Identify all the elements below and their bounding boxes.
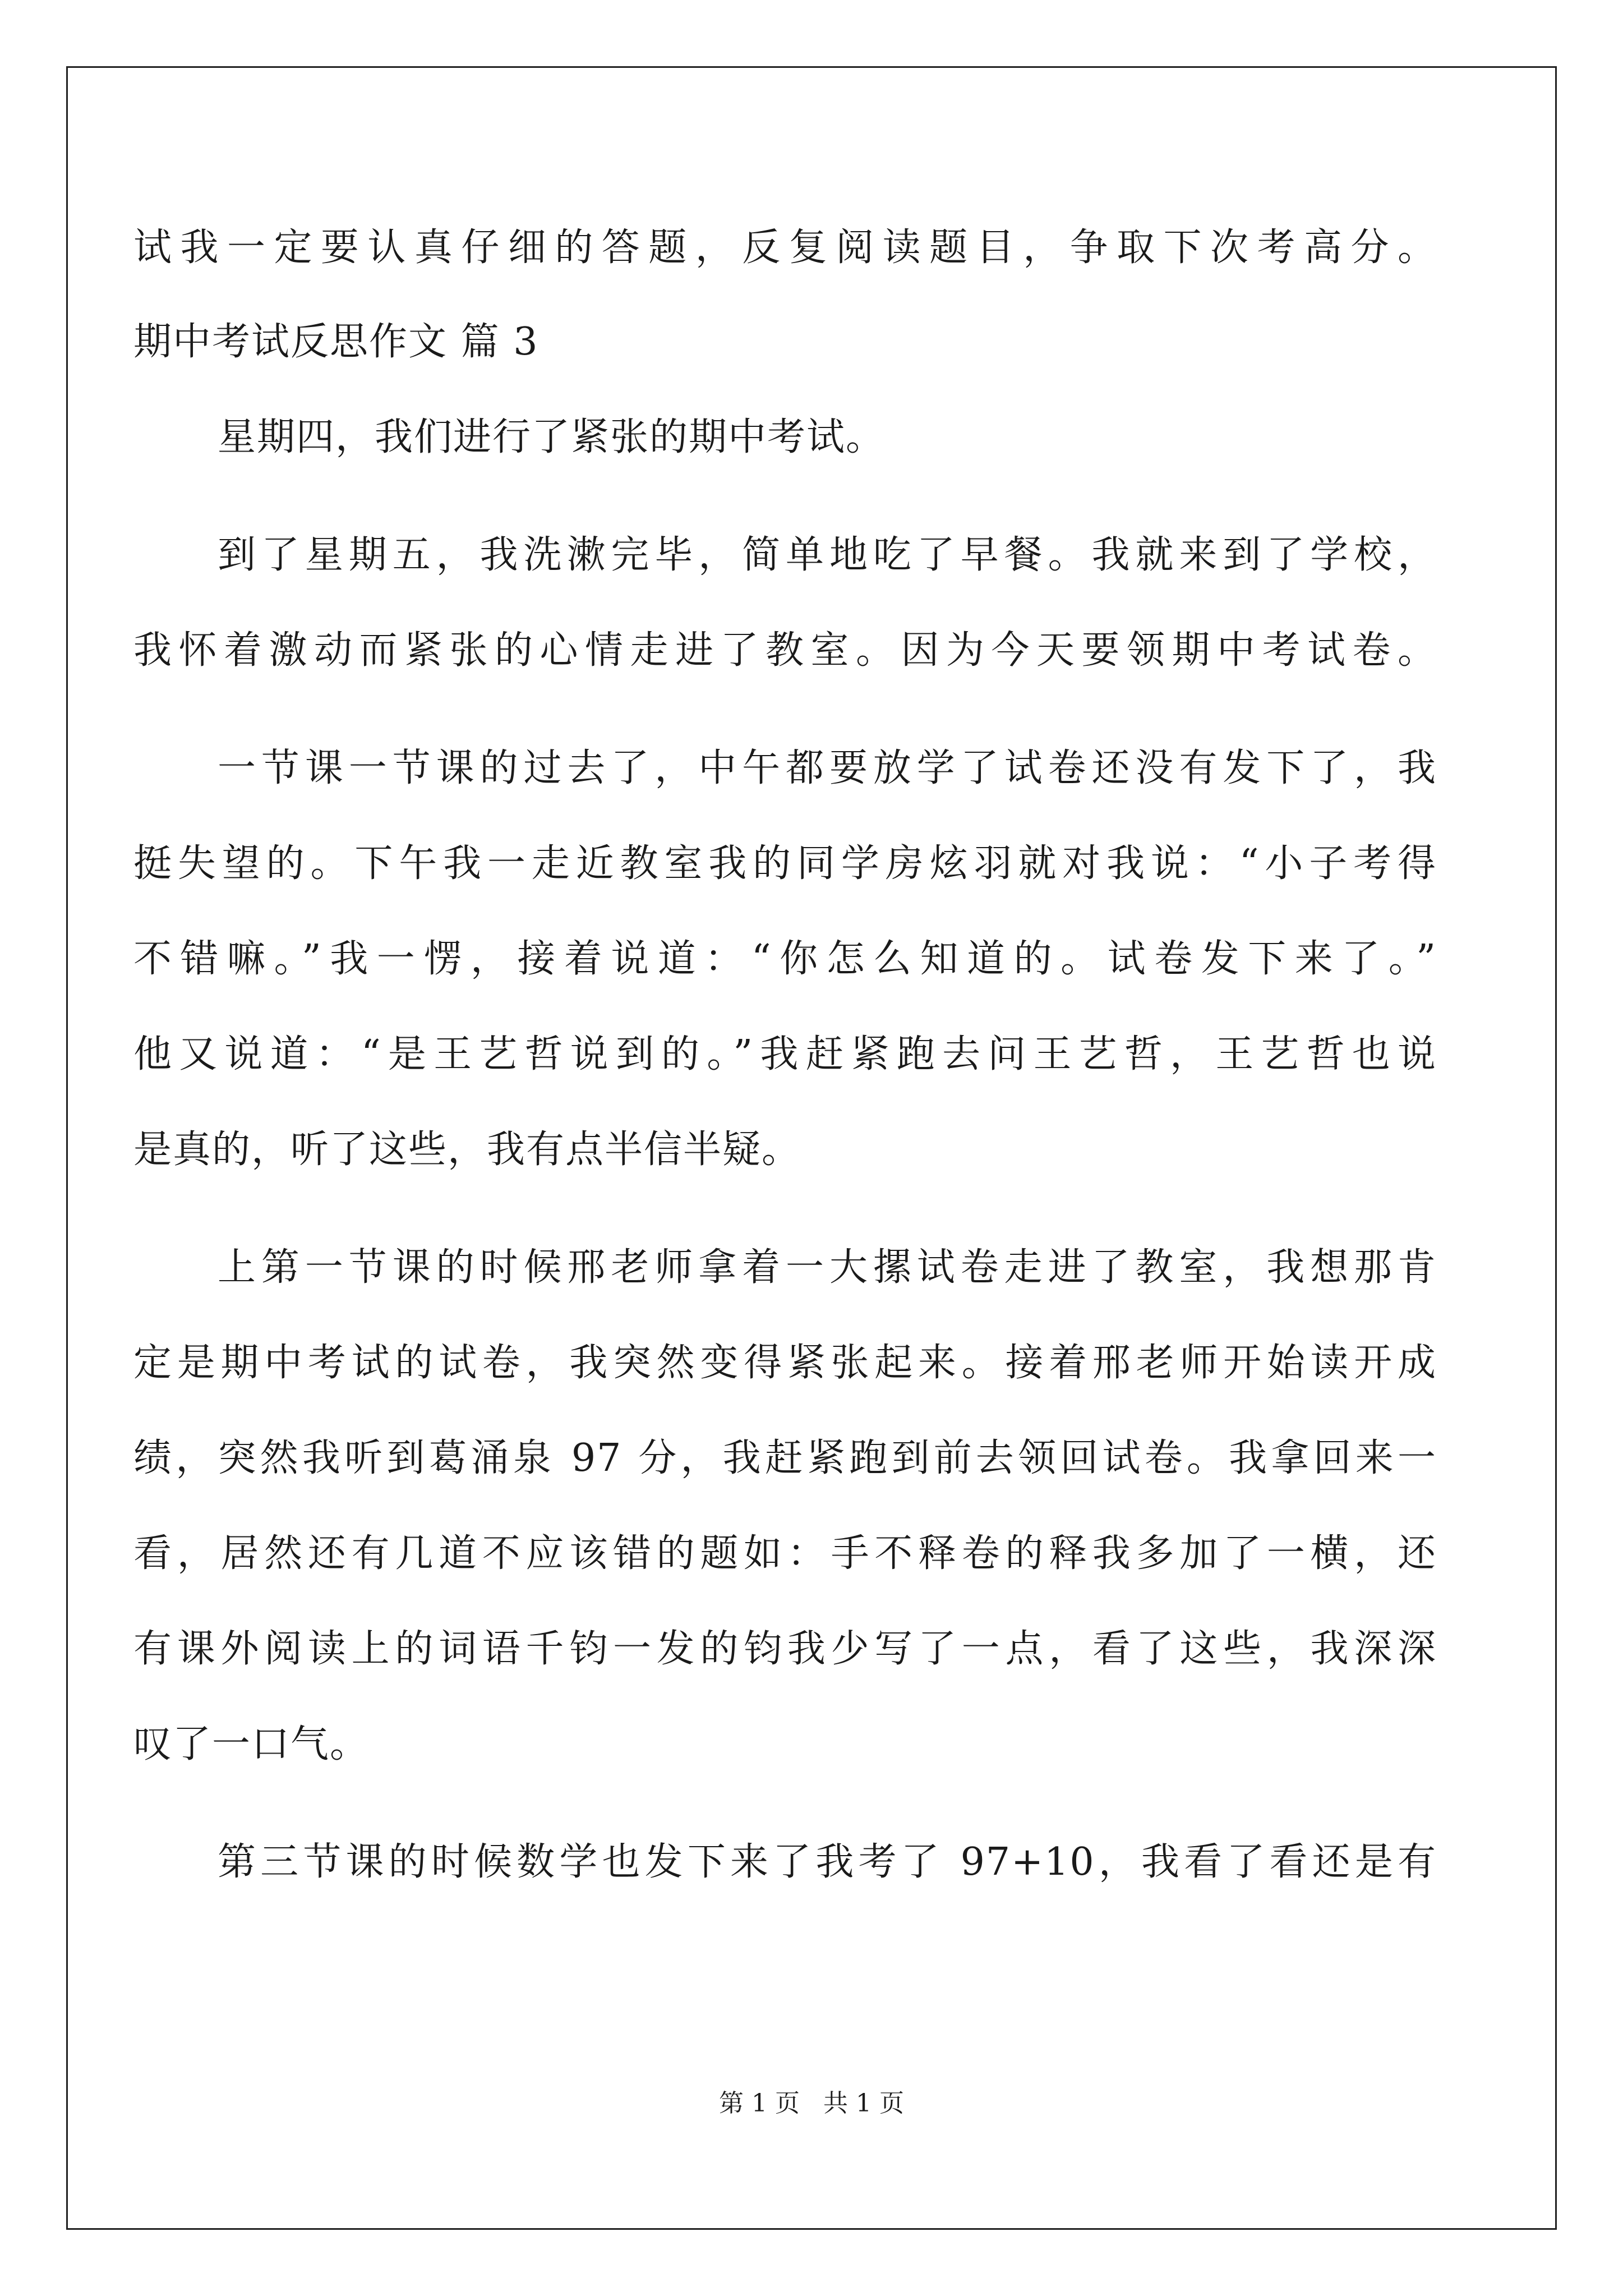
text-line: 定是期中考试的试卷，我突然变得紧张起来。接着邢老师开始读开成 (133, 1341, 1437, 1385)
text-line: 第三节课的时候数学也发下来了我考了 97+10，我看了看还是有 (218, 1840, 1437, 1884)
text-line: 有课外阅读上的词语千钧一发的钧我少写了一点，看了这些，我深深 (133, 1627, 1437, 1671)
text-line: 到了星期五，我洗漱完毕，简单地吃了早餐。我就来到了学校， (218, 533, 1437, 577)
text-line: 叹了一口气。 (133, 1722, 370, 1766)
page-number: 第 1 页 (719, 2089, 800, 2118)
text-line: 一节课一节课的过去了，中午都要放学了试卷还没有发下了，我 (218, 746, 1437, 790)
section-heading: 期中考试反思作文 篇 3 (133, 320, 539, 364)
text-line: 试我一定要认真仔细的答题，反复阅读题目，争取下次考高分。 (133, 226, 1437, 270)
text-line: 他又说道：“是王艺哲说到的。”我赶紧跑去问王艺哲，王艺哲也说 (133, 1032, 1437, 1076)
text-line: 看，居然还有几道不应该错的题如：手不释卷的释我多加了一横，还 (133, 1531, 1437, 1576)
text-line: 我怀着激动而紧张的心情走进了教室。因为今天要领期中考试卷。 (133, 628, 1437, 673)
text-line: 上第一节课的时候邢老师拿着一大摞试卷走进了教室，我想那肯 (218, 1245, 1437, 1290)
text-line: 星期四，我们进行了紧张的期中考试。 (218, 415, 886, 459)
text-line: 不错嘛。”我一愣，接着说道：“你怎么知道的。试卷发下来了。” (133, 937, 1437, 981)
page-footer (0, 2087, 1623, 2120)
text-line: 绩，突然我听到葛涌泉 97 分，我赶紧跑到前去领回试卷。我拿回来一 (133, 1436, 1437, 1480)
page-total: 共 1 页 (823, 2089, 904, 2118)
text-line: 挺失望的。下午我一走近教室我的同学房炫羽就对我说：“小子考得 (133, 841, 1437, 886)
text-line: 是真的，听了这些，我有点半信半疑。 (133, 1128, 801, 1172)
